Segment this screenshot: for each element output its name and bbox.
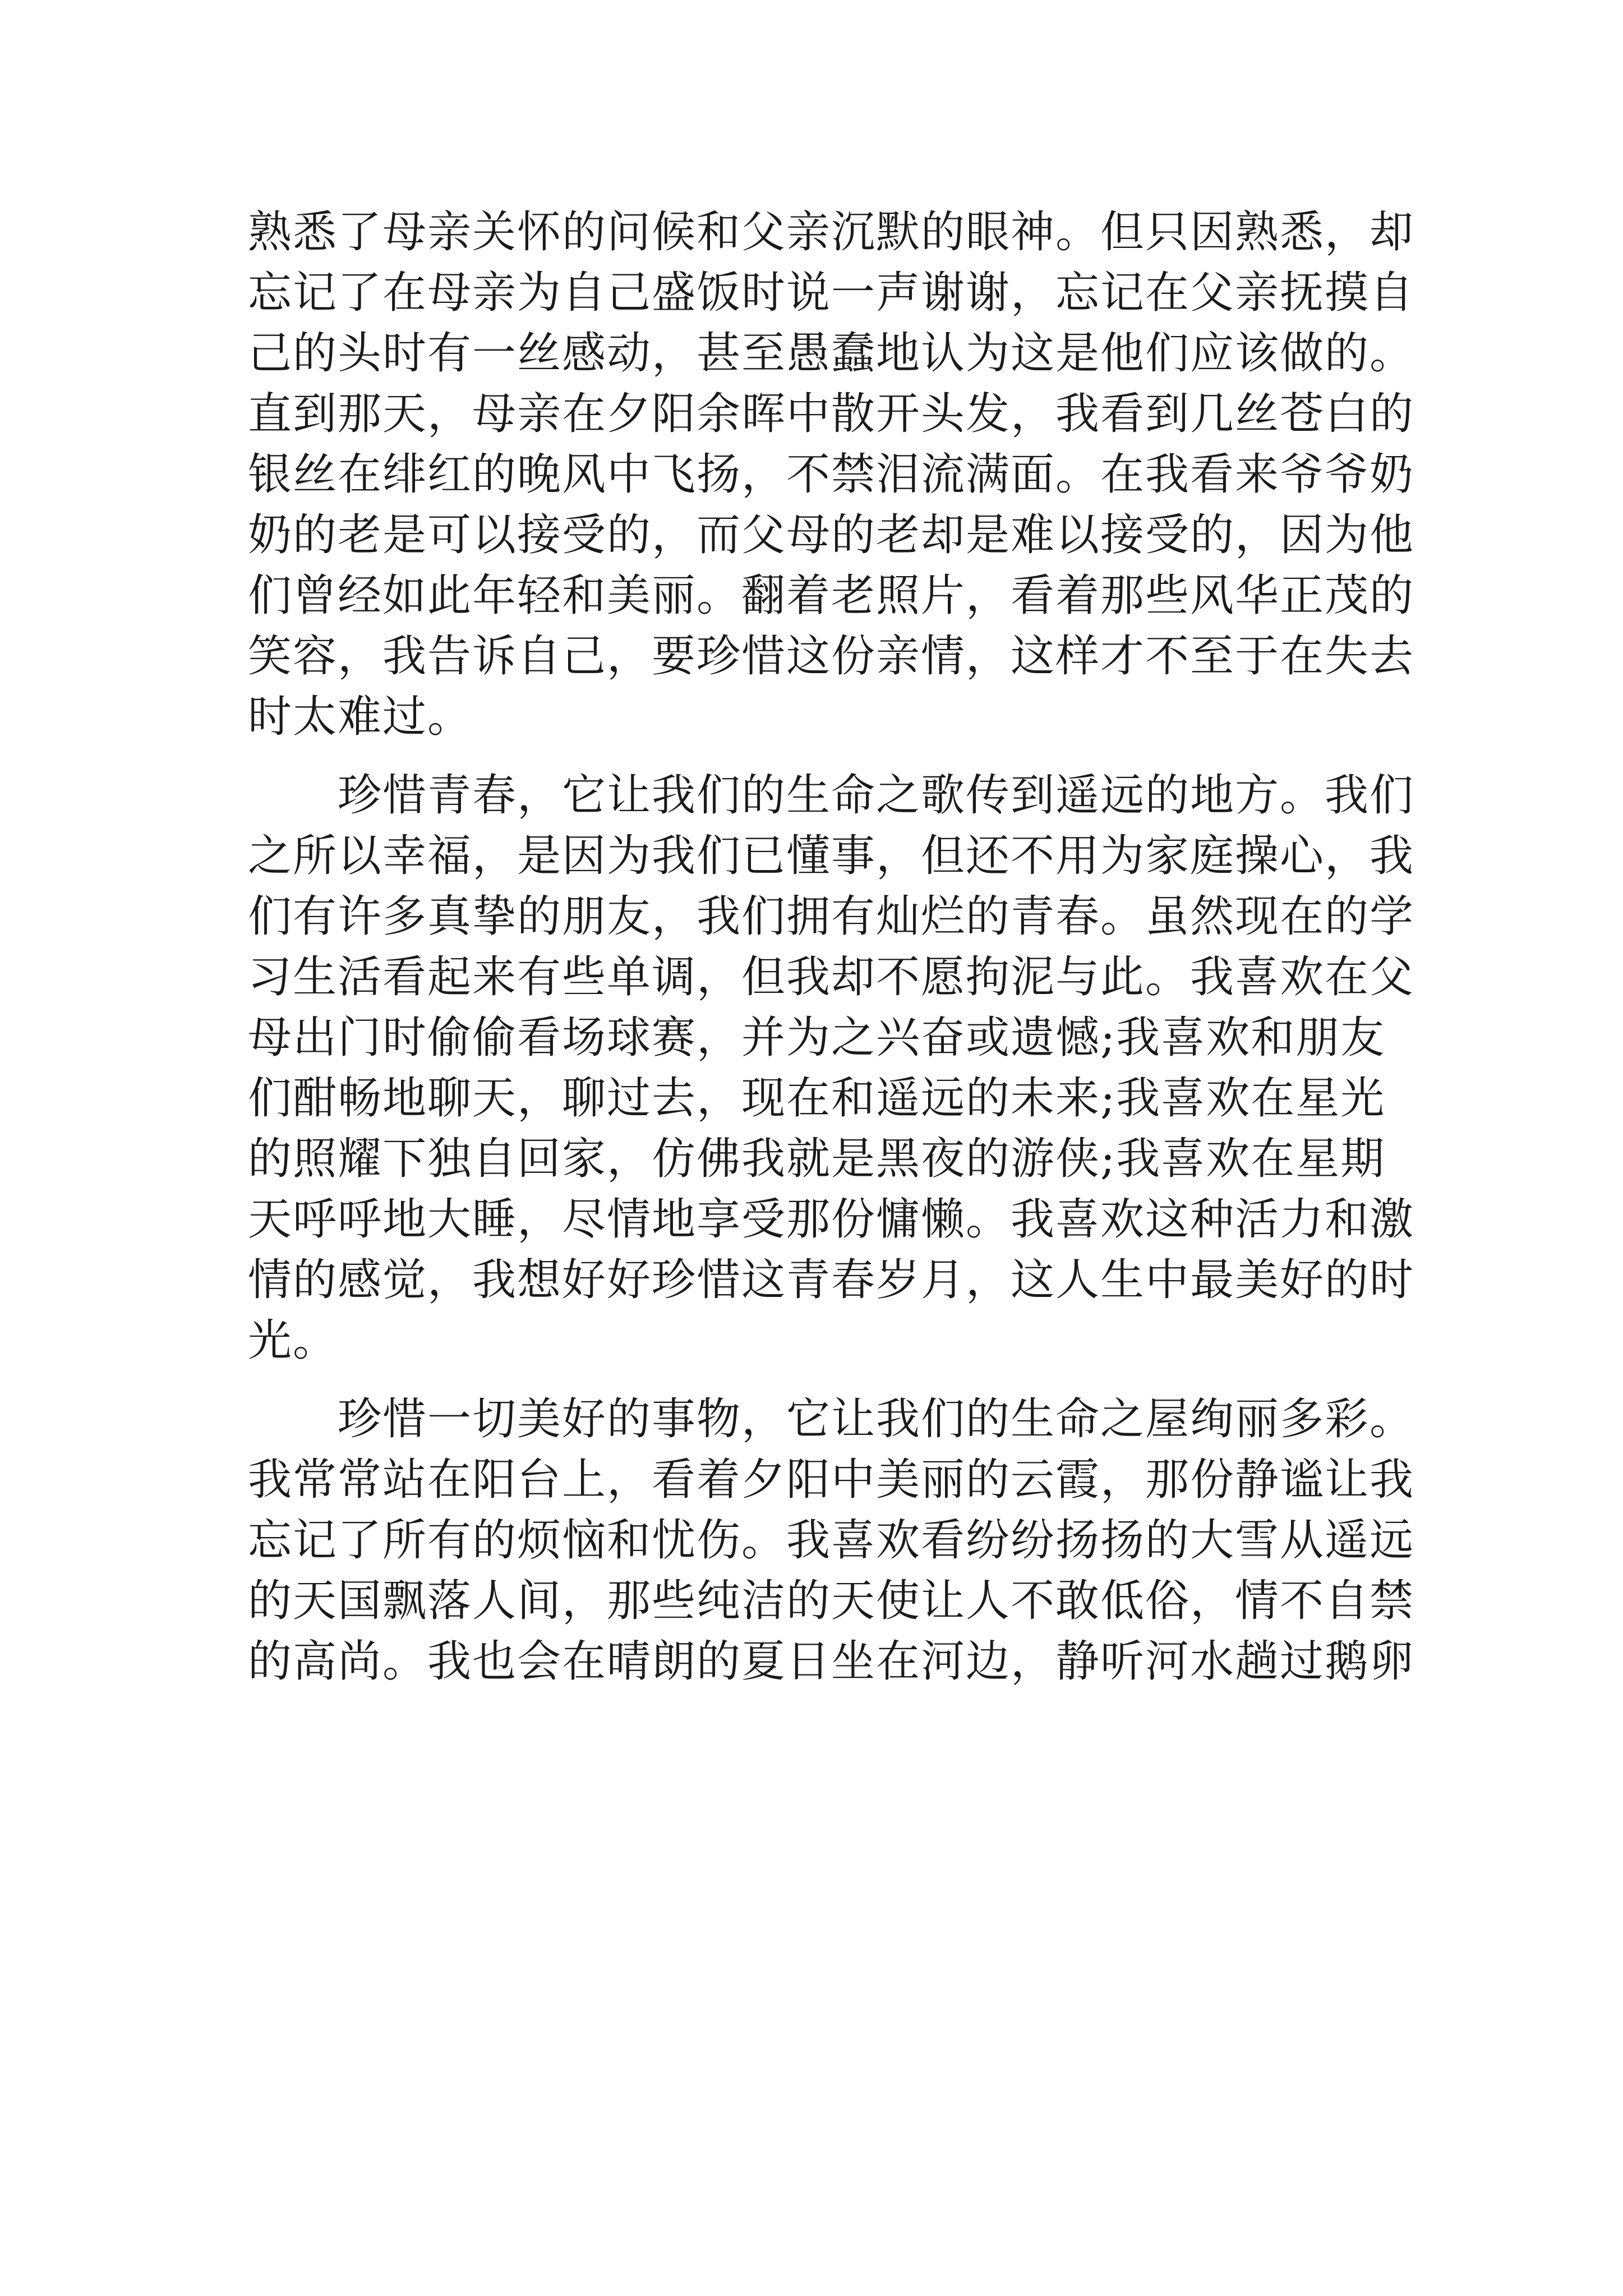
text-line: 之所以幸福，是因为我们已懂事，但还不用为家庭操心，我 [248,831,1415,881]
paragraph-beauty [248,1389,1415,1692]
text-line: 们曾经如此年轻和美丽。翻着老照片，看着那些风华正茂的 [248,570,1415,621]
text-line: 直到那天，母亲在夕阳余晖中散开头发，我看到几丝苍白的 [248,389,1415,439]
text-line: 天呼呼地大睡，尽情地享受那份慵懒。我喜欢这种活力和激 [248,1194,1415,1245]
text-line: 们有许多真挚的朋友，我们拥有灿烂的青春。虽然现在的学 [248,891,1415,942]
paragraph-family [248,202,1415,747]
paragraph-gap [248,747,1392,765]
text-line: 银丝在绯红的晚风中飞扬，不禁泪流满面。在我看来爷爷奶 [248,449,1415,500]
text-line: 光。 [248,1315,338,1366]
text-line: 的高尚。我也会在晴朗的夏日坐在河边，静听河水趟过鹅卵 [248,1636,1415,1687]
text-line: 笑容，我告诉自己，要珍惜这份亲情，这样才不至于在失去 [248,631,1415,682]
text-line: 时太难过。 [248,692,473,742]
text-line: 忘记了所有的烦恼和忧伤。我喜欢看纷纷扬扬的大雪从遥远 [248,1515,1415,1566]
text-line: 的天国飘落人间，那些纯洁的天使让人不敢低俗，情不自禁 [248,1576,1415,1626]
document-body [248,202,1415,1692]
text-line: 珍惜一切美好的事物，它让我们的生命之屋绚丽多彩。 [248,1394,1415,1444]
paragraph-gap [248,1371,1392,1389]
text-line: 我常常站在阳台上，看着夕阳中美丽的云霞，那份静谧让我 [248,1455,1415,1505]
text-line: 的照耀下独自回家，仿佛我就是黑夜的游侠;我喜欢在星期 [248,1134,1386,1184]
text-line: 珍惜青春，它让我们的生命之歌传到遥远的地方。我们 [248,770,1415,821]
text-line: 情的感觉，我想好好珍惜这青春岁月，这人生中最美好的时 [248,1255,1415,1305]
text-line: 忘记了在母亲为自己盛饭时说一声谢谢，忘记在父亲抚摸自 [248,268,1415,318]
text-line: 奶的老是可以接受的，而父母的老却是难以接受的，因为他 [248,510,1415,560]
text-line: 习生活看起来有些单调，但我却不愿拘泥与此。我喜欢在父 [248,952,1415,1002]
text-line: 熟悉了母亲关怀的问候和父亲沉默的眼神。但只因熟悉，却 [248,207,1415,257]
paragraph-youth [248,765,1415,1371]
text-line: 母出门时偷偷看场球赛，并为之兴奋或遗憾;我喜欢和朋友 [248,1013,1386,1063]
text-line: 们酣畅地聊天，聊过去，现在和遥远的未来;我喜欢在星光 [248,1073,1386,1124]
text-line: 己的头时有一丝感动，甚至愚蠢地认为这是他们应该做的。 [248,328,1415,379]
